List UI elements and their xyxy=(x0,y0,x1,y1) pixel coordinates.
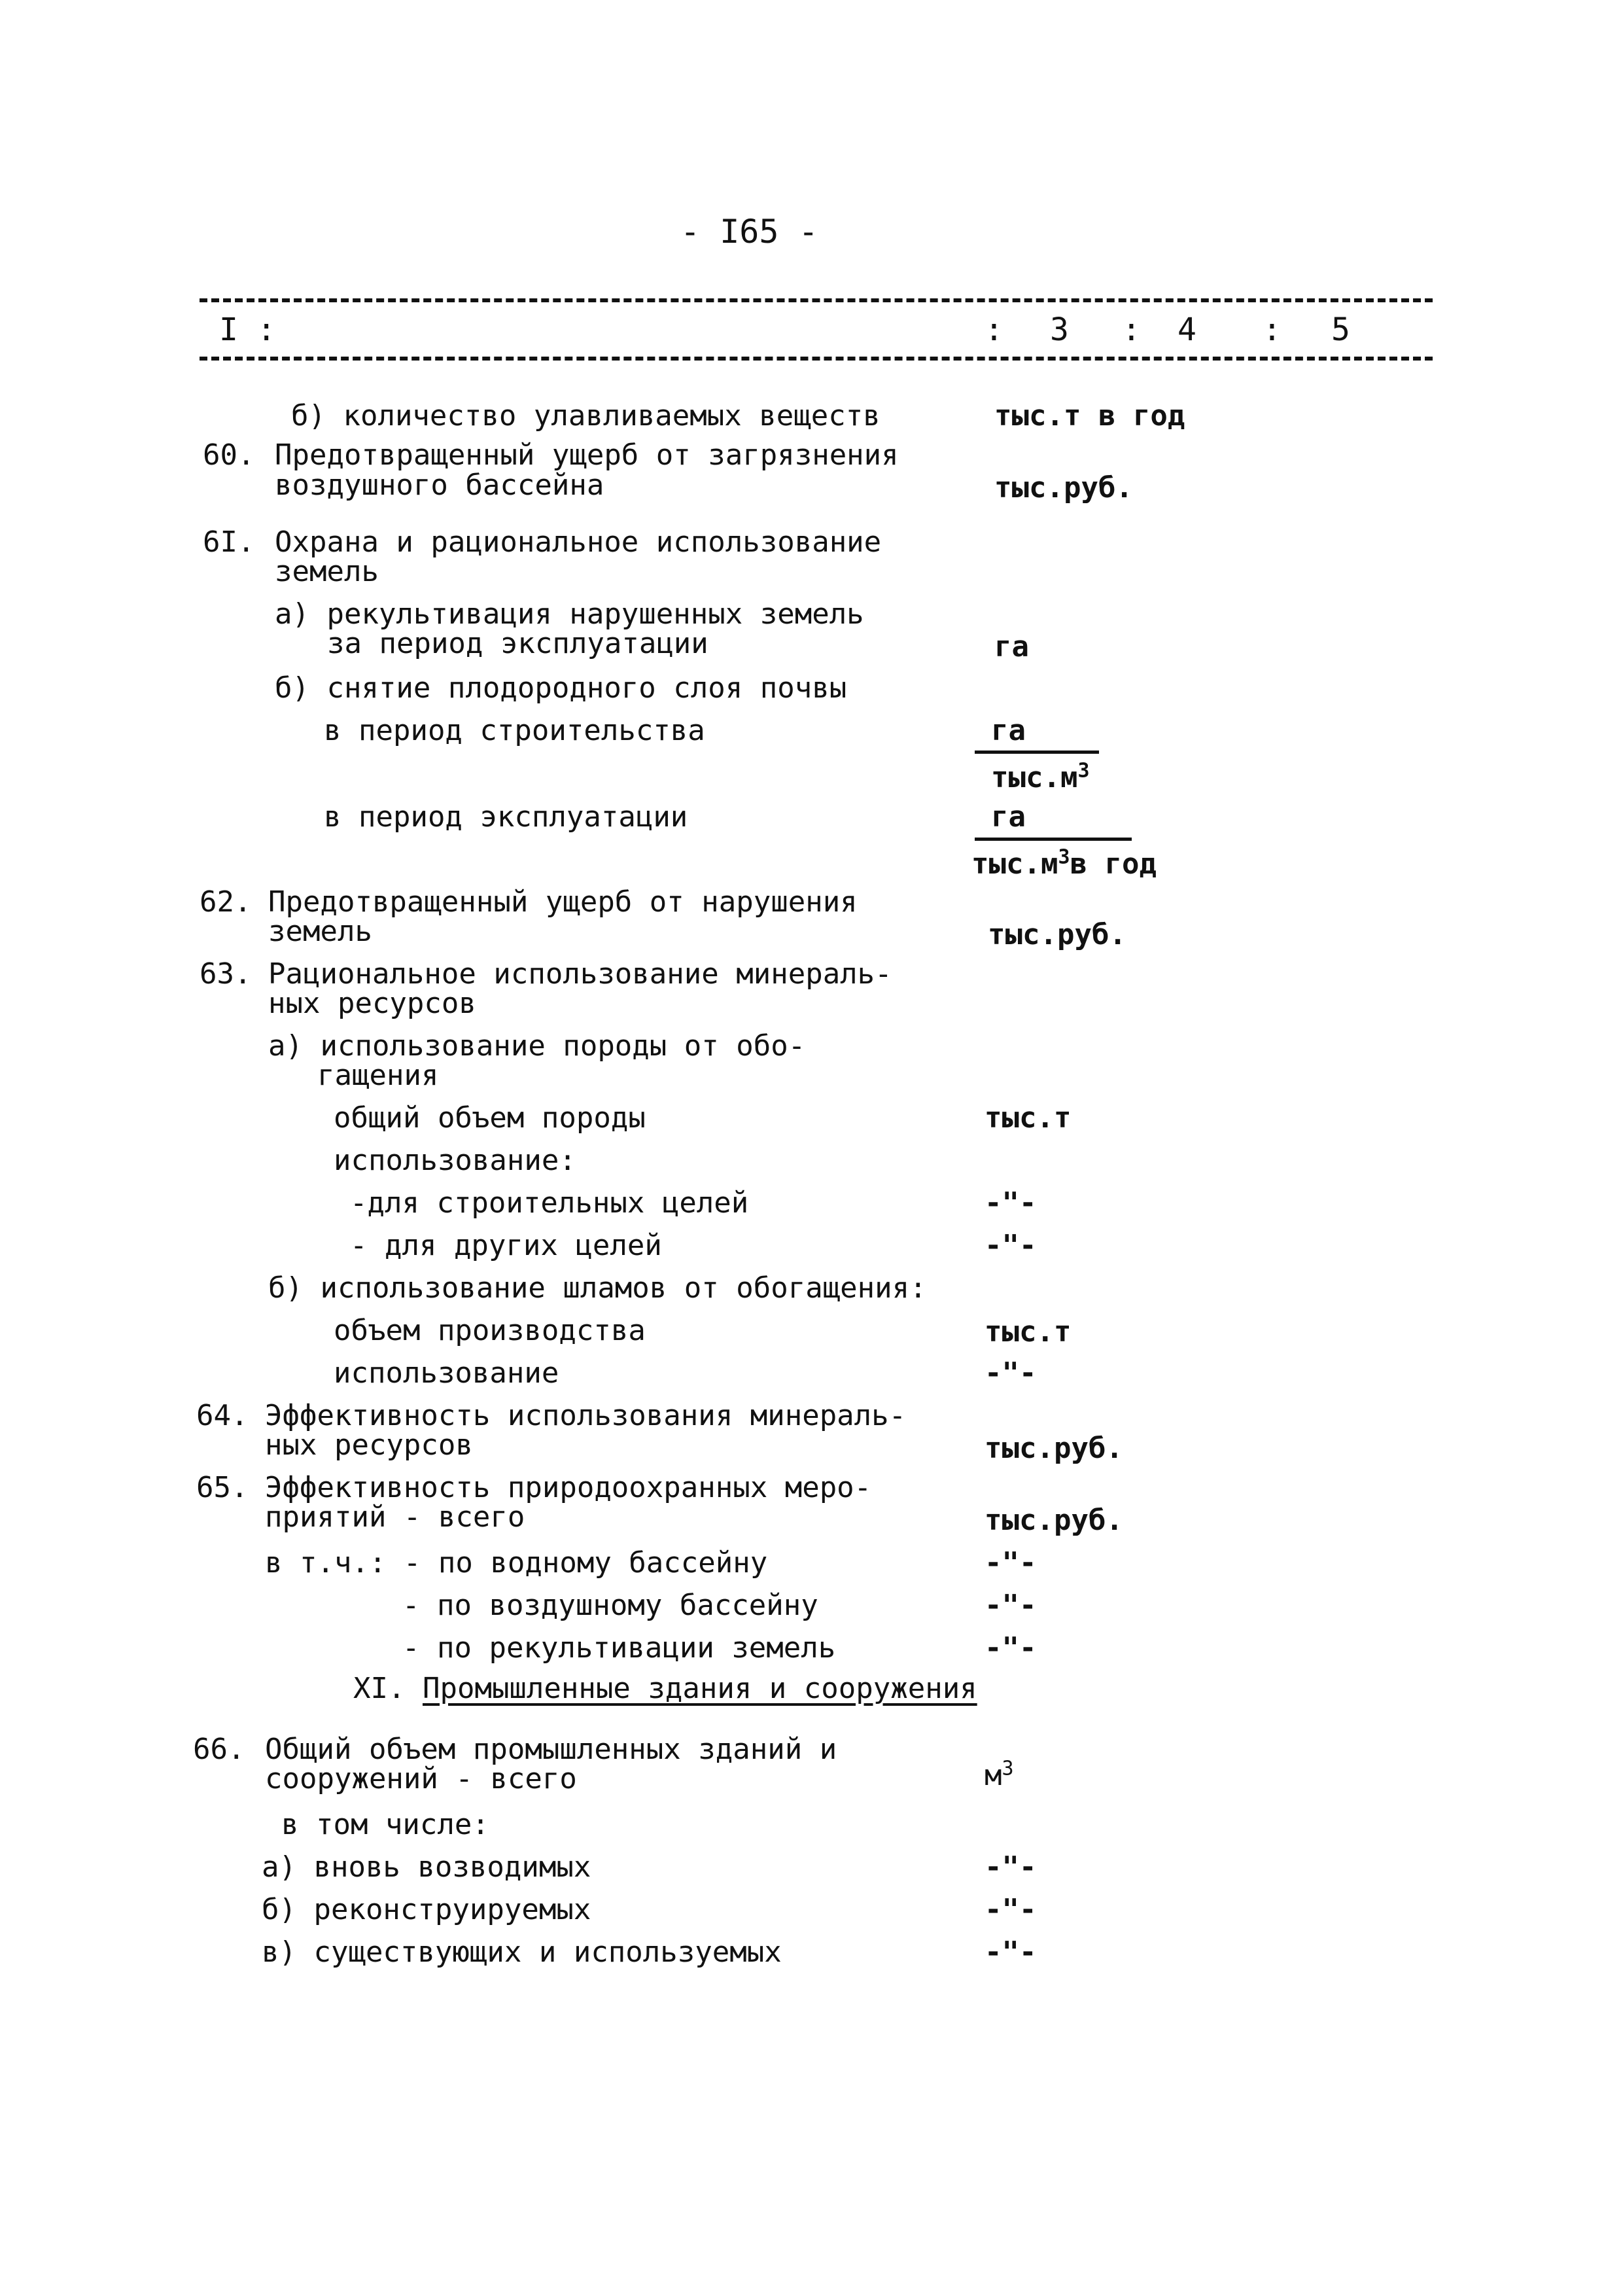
unit-denominator-text: тыс.м xyxy=(991,761,1078,794)
item-label: а) использование породы от обо- xyxy=(268,1029,806,1063)
unit-superscript: 3 xyxy=(1058,845,1070,869)
unit-denominator-tail: в год xyxy=(1070,847,1157,881)
item-number: 6I. xyxy=(203,525,255,559)
item-label: Предотвращенный ущерб от нарушения xyxy=(268,885,858,919)
item-label: - для других целей xyxy=(350,1229,662,1262)
item-number: 62. xyxy=(200,885,252,919)
item-label: Эффективность использования минераль- xyxy=(265,1399,907,1432)
unit-numerator: га xyxy=(991,714,1026,747)
item-label: приятий - всего xyxy=(265,1500,525,1534)
header-rule-bottom xyxy=(200,357,1433,361)
item-unit: -"- xyxy=(985,1893,1037,1926)
item-label: а) вновь возводимых xyxy=(262,1850,591,1884)
section-number: XI. xyxy=(353,1672,406,1705)
item-unit: тыс.руб. xyxy=(994,471,1133,504)
unit-superscript: 3 xyxy=(1077,759,1090,783)
item-unit-text: м xyxy=(985,1759,1002,1792)
item-label: в) существующих и используемых xyxy=(262,1935,782,1969)
item-label: за период эксплуатации xyxy=(327,627,708,660)
fraction-bar xyxy=(975,838,1132,841)
item-unit: тыс.т xyxy=(985,1101,1072,1135)
item-unit: тыс.т xyxy=(985,1315,1072,1349)
column-header-1: I : xyxy=(219,311,276,348)
column-header-4: 4 xyxy=(1178,311,1196,348)
item-label: сооружений - всего xyxy=(265,1762,577,1795)
item-label: земель xyxy=(275,555,379,588)
item-label: - по рекультивации земель xyxy=(402,1631,836,1665)
item-label: б) использование шламов от обогащения: xyxy=(268,1271,927,1305)
unit-denominator-text: тыс.м xyxy=(971,847,1058,881)
column-header-5: 5 xyxy=(1331,311,1350,348)
item-label: в период эксплуатации xyxy=(324,800,688,834)
item-label: Эффективность природоохранных меро- xyxy=(265,1471,872,1504)
item-label: воздушного бассейна xyxy=(275,468,604,502)
section-heading xyxy=(353,1673,977,1704)
item-label: Охрана и рациональное использование xyxy=(275,525,882,559)
item-label: б) реконструируемых xyxy=(262,1893,591,1926)
item-label: использование xyxy=(334,1356,559,1390)
item-label: Рациональное использование минераль- xyxy=(268,957,892,991)
column-separator: : xyxy=(1263,311,1282,348)
item-unit: тыс.руб. xyxy=(988,918,1126,951)
item-label: земель xyxy=(268,915,372,948)
item-label: гащения xyxy=(317,1059,439,1092)
item-unit: -"- xyxy=(985,1850,1037,1884)
item-label: Предотвращенный ущерб от загрязнения xyxy=(275,438,899,472)
item-unit: тыс.т в год xyxy=(994,399,1185,433)
column-header-3: 3 xyxy=(1050,311,1069,348)
column-separator: : xyxy=(1122,311,1141,348)
item-unit: -"- xyxy=(985,1356,1037,1390)
item-label: ных ресурсов xyxy=(268,987,476,1020)
item-label: в период строительства xyxy=(324,714,705,747)
item-unit: -"- xyxy=(985,1935,1037,1969)
item-unit xyxy=(985,1757,1014,1792)
item-number: 60. xyxy=(203,438,255,472)
item-unit: тыс.руб. xyxy=(985,1432,1123,1465)
item-label: -для строительных целей xyxy=(350,1186,749,1220)
item-label: в т.ч.: - по водному бассейну xyxy=(265,1546,768,1580)
item-label: б) количество улавливаемых веществ xyxy=(291,399,881,433)
item-label: объем производства xyxy=(334,1314,646,1347)
header-rule-top xyxy=(200,298,1433,302)
item-label: использование: xyxy=(334,1144,576,1177)
item-number: 63. xyxy=(200,957,252,991)
section-title: Промышленные здания и сооружения xyxy=(422,1672,977,1705)
unit-numerator: га xyxy=(991,800,1026,834)
item-label: Общий объем промышленных зданий и xyxy=(265,1733,837,1766)
unit-superscript: 3 xyxy=(1002,1757,1014,1780)
item-number: 66. xyxy=(193,1733,245,1766)
column-separator: : xyxy=(985,311,1003,348)
item-label: общий объем породы xyxy=(334,1101,646,1135)
item-label: в том числе: xyxy=(281,1808,489,1841)
item-unit: тыс.руб. xyxy=(985,1504,1123,1537)
fraction-bar xyxy=(975,751,1099,754)
unit-denominator xyxy=(991,759,1090,794)
unit-denominator xyxy=(971,845,1157,881)
item-unit: -"- xyxy=(985,1186,1037,1220)
item-label: а) рекультивация нарушенных земель xyxy=(275,597,864,631)
page-number: - I65 - xyxy=(680,213,818,251)
item-label: ных ресурсов xyxy=(265,1428,473,1462)
item-unit: -"- xyxy=(985,1546,1037,1580)
item-unit: -"- xyxy=(985,1631,1037,1665)
item-number: 64. xyxy=(196,1399,249,1432)
item-number: 65. xyxy=(196,1471,249,1504)
item-unit: -"- xyxy=(985,1229,1037,1262)
item-unit: га xyxy=(994,630,1029,663)
item-unit: -"- xyxy=(985,1589,1037,1622)
item-label: - по воздушному бассейну xyxy=(402,1589,818,1622)
item-label: б) снятие плодородного слоя почвы xyxy=(275,671,847,705)
